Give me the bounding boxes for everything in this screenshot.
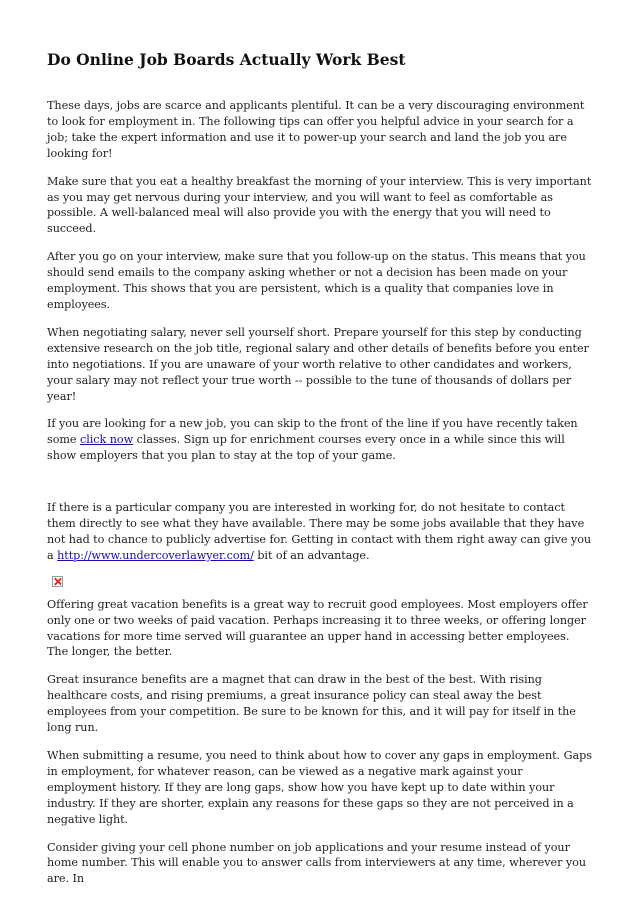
paragraph-salary: When negotiating salary, never sell yourself short. Prepare yourself for this step by conducting extensive research on the job title, regional salary and other details of benefits before you enter into negotiations. If you are unaware of your worth relative to other candidates and workers, your salary may not reflect your true worth -- possible to the tune of thousands of dollars per year! [47, 325, 589, 403]
paragraph-insurance: Great insurance benefits are a magnet that can draw in the best of the best. With rising healthcare costs, and rising premiums, a great insurance policy can steal away the best employees from your competition. Be sure to be known for this, and it will pay for itself in the long run. [47, 673, 576, 735]
page-title: Do Online Job Boards Actually Work Best [47, 50, 406, 69]
paragraph-intro: These days, jobs are scarce and applicants plentiful. It can be a very discouraging environment to look for employment in. The following tips can offer you helpful advice in your search for a job; take the expert information and use it to power-up your search and land the job you are looking for! [47, 99, 585, 160]
paragraph-cell-phone: Consider giving your cell phone number on job applications and your resume instead of your home number. This will enable you to answer calls from interviewers at any time, wherever you are. In [47, 840, 587, 886]
paragraph-new-job [47, 416, 593, 464]
article-body [47, 98, 593, 899]
click-now-link[interactable]: click now [80, 433, 134, 447]
broken-image-icon [52, 576, 63, 587]
paragraph-vacation: Offering great vacation benefits is a great way to recruit good employees. Most employers offer only one or two weeks of paid vacation. Perhaps increasing it to three weeks, or offering longer vacations for more time served will guarantee an upper hand in accessing better employees. The longer, the better. [47, 597, 588, 659]
paragraph-resume-gaps: When submitting a resume, you need to think about how to cover any gaps in employment. Gaps in employment, for whatever reason, can be viewed as a negative mark against your employment history. If they are long gaps, show how you have kept up to date within your industry. If they are shorter, explain any reasons for these gaps so they are not perceived in a negative light. [47, 749, 592, 826]
paragraph-new-job-text-after: classes. Sign up for enrichment courses every once in a while since this will show employers that you plan to stay at the top of your game. [47, 433, 565, 463]
paragraph-contact-text-after: bit of an advantage. [253, 548, 370, 562]
paragraph-contact-text-before: If there is a particular company you are interested in working for, do not hesitate to contact them directly to see what they have available. There may be some jobs available that they have not had to chance to publicly advertise for. Getting in contact with them right away can give you a [47, 501, 592, 562]
paragraph-new-job-text-before: If you are looking for a new job, you can skip to the front of the line if you have recently taken some [47, 417, 578, 447]
paragraph-breakfast: Make sure that you eat a healthy breakfast the morning of your interview. This is very important as you may get nervous during your interview, and you will want to feel as comfortable as possible. A well-balanced meal will also provide you with the energy that you will need to succeed. [47, 174, 592, 236]
paragraph-contact-company [47, 500, 593, 564]
undercoverlawyer-link[interactable]: http://www.undercoverlawyer.com/ [57, 548, 254, 562]
paragraph-follow-up: After you go on your interview, make sure that you follow-up on the status. This means that you should send emails to the company asking whether or not a decision has been made on your employment. This shows that you are persistent, which is a quality that companies love in employees. [47, 250, 586, 311]
